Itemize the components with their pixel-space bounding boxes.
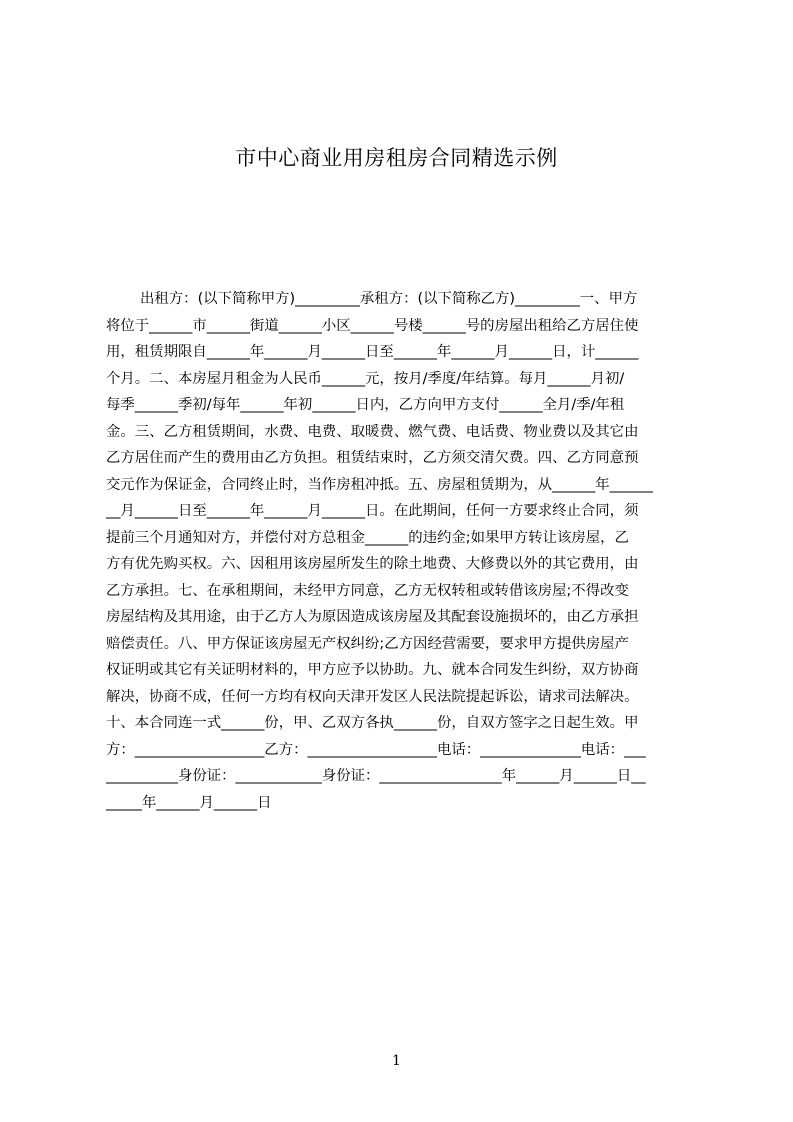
body-line: 用，租赁期限自______年______月______日至______年______月______日，计______ bbox=[106, 344, 639, 360]
body-line: 解决，协商不成，任何一方均有权向天津开发区人民法院提起诉讼，请求司法解决。 bbox=[106, 688, 639, 705]
body-line: 出租方：(以下简称甲方)_________承租方：(以下简称乙方)_________一、甲方 bbox=[140, 291, 638, 307]
body-line: 乙方居住而产生的费用由乙方负担。租赁结束时，乙方须交清欠费。四、乙方同意预 bbox=[106, 450, 639, 466]
body-line: 交元作为保证金，合同终止时，当作房租冲抵。五、房屋租赁期为，从______年______ bbox=[106, 476, 653, 493]
body-line: 权证明或其它有关证明材料的，甲方应予以协助。九、就本合同发生纠纷，双方协商 bbox=[106, 662, 639, 678]
body-line: 个月。二、本房屋月租金为人民币______元，按月/季度/年结算。每月______月初/ bbox=[106, 370, 625, 387]
page-number: 1 bbox=[392, 1053, 401, 1069]
document-title: 市中心商业用房租房合同精选示例 bbox=[235, 146, 558, 170]
body-line: 提前三个月通知对方，并偿付对方总租金______的违约金;如果甲方转让该房屋，乙 bbox=[106, 529, 629, 546]
body-line: __月______日至______年______月______日。在此期间，任何一方要求终止合同，须 bbox=[106, 503, 639, 519]
body-line: 将位于______市______街道______小区______号楼______号的房屋出租给乙方居住使 bbox=[106, 317, 639, 334]
body-line: __________身份证：____________身份证：_________________年______月______日__ bbox=[106, 768, 646, 784]
body-line: 每季______季初/每年______年初______日内，乙方向甲方支付______全月/季/年租 bbox=[106, 397, 625, 413]
body-line: 金。三、乙方租赁期间，水费、电费、取暖费、燃气费、电话费、物业费以及其它由 bbox=[106, 423, 639, 440]
body-line: 乙方承担。七、在承租期间，未经甲方同意，乙方无权转租或转借该房屋;不得改变 bbox=[106, 582, 629, 599]
body-line: 方有优先购买权。六、因租用该房屋所发生的除土地费、大修费以外的其它费用，由 bbox=[106, 556, 639, 572]
body-line: 十、本合同连一式______份，甲、乙双方各执______份，自双方签字之日起生效。甲 bbox=[106, 715, 639, 731]
body-line: _____年______月______日 bbox=[106, 794, 272, 811]
document-body bbox=[106, 286, 698, 816]
body-line: 方：__________________乙方：__________________电话：______________电话：___ bbox=[106, 741, 646, 758]
body-line: 房屋结构及其用途，由于乙方人为原因造成该房屋及其配套设施损坏的，由乙方承担 bbox=[106, 609, 639, 625]
body-line: 赔偿责任。八、甲方保证该房屋无产权纠纷;乙方因经营需要，要求甲方提供房屋产 bbox=[106, 635, 629, 652]
